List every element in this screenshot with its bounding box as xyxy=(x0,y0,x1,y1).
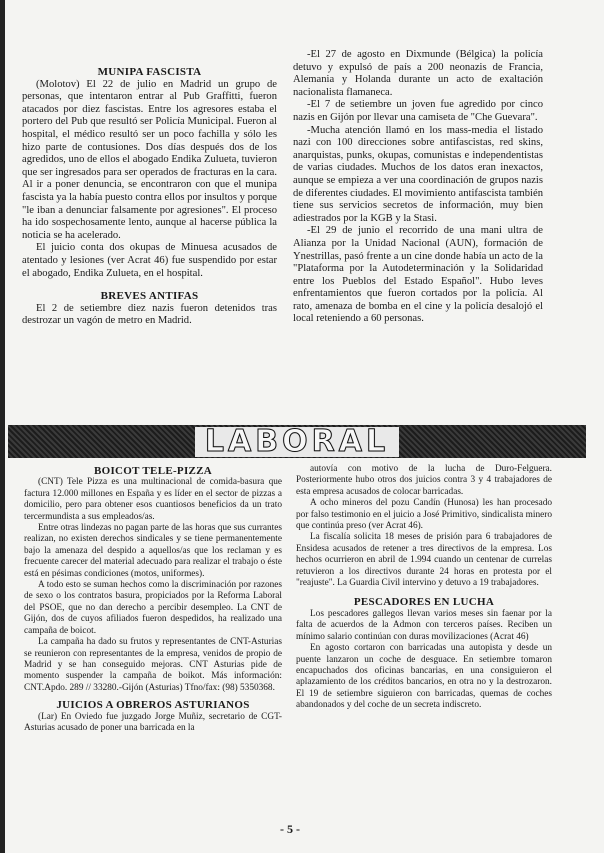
heading-munipa-fascista: MUNIPA FASCISTA xyxy=(97,66,202,78)
scan-edge xyxy=(0,0,5,853)
heading-boicot-telepizza: BOICOT TELE-PIZZA xyxy=(93,465,213,477)
article-listado-nazi: -Mucha atención llamó en los mass-media el listado nazi con 100 direcciones sobre antifascistas, red skins, anarquistas, punks, okupas, comunistas e independentistas de varias ciudades. Muchos de los datos eran inexactos, aunque se empieza a ver una coordinación de grupos nazis de diferentes ciudades. El movimiento antifascista también tiene sus servicios secretos de información, muy bien adiestrados por la KGB y la Stasi. xyxy=(293,124,543,224)
article-duro-felguera: autovía con motivo de la lucha de Duro-Felguera. Posteriormente hubo otros dos juicios contra 3 y 4 trabajadores de esta empresa acusados de colocar barricadas. xyxy=(296,464,552,497)
article-dixmunde: -El 27 de agosto en Dixmunde (Bélgica) la policía detuvo y expulsó de país a 200 neonazis de Francia, Alemania y Holanda durante un acto de exaltación nacionalista flamaneca. xyxy=(293,49,543,98)
article-mineros-candin: A ocho mineros del pozu Candín (Hunosa) les han procesado por falso testimonio en el juicio a José Primitivo, sindicalista minero que continúa preso (ver Acrat 46). xyxy=(296,498,552,532)
heading-juicios-obreros: JUICIOS A OBREROS ASTURIANOS xyxy=(56,699,250,712)
heading-pescadores: PESCADORES EN LUCHA xyxy=(353,596,495,609)
section-banner-laboral xyxy=(8,425,586,458)
column-munipa-fascista xyxy=(22,66,277,328)
article-juicios-oviedo: (Lar) En Oviedo fue juzgado Jorge Muñiz, secretario de CGT-Asturias acusado de poner una barricada en la xyxy=(24,711,282,733)
column-boicot-telepizza xyxy=(24,466,282,734)
article-telepizza-campana: La campaña ha dado su frutos y representantes de CNT-Asturias se reunieron con representantes de la empresa, venidos de propio de Madrid y se han conseguido mejoras. CNT Asturias pide de momento suspender la campaña de boikot. Más información: CNT.Apdo. 289 // 33280.-Gijón (Asturias) Tfno/fax: (98) 5350368. xyxy=(24,637,282,693)
heading-breves-antifas: BREVES ANTIFAS xyxy=(100,290,199,303)
article-telepizza-lindezas: Entre otras lindezas no pagan parte de las horas que sus currantes realizan, no existen derechos sindicales y se tiene permanentemente bajo la amenaza del despido a aquellos/as que los reclaman y es frecuente carecer del material adecuado para realizar el trabajo o éste está en pésimas condiciones (motos, uniformes). xyxy=(24,523,282,579)
article-munipa-juicio: El juicio conta dos okupas de Minuesa acusados de atentado y lesiones (ver Acrat 46) fue suspendido por estar el abogado, Endika Zulueta, en el hospital. xyxy=(22,242,277,279)
article-breves-metro: El 2 de setiembre diez nazis fueron detenidos tras destrozar un vagón de metro en Madrid. xyxy=(22,302,277,327)
page-number: - 5 - xyxy=(280,822,300,836)
article-pescadores-barricadas: En agosto cortaron con barricadas una autopista y desde un puente lanzaron un coche de desguace. En setiembre tomaron encapuchados dos oficinas bancarias, en una consiguieron el aplazamiento de los créditos bancarios, en otra no y la destrozaron. El 19 de setiembre siguieron con barricadas, quemas de coches abandonados y del coche de un secreta indiscreto. xyxy=(296,643,552,711)
article-munipa-body: (Molotov) El 22 de julio en Madrid un grupo de personas, que intentaron entrar al Pub Graffitti, fueron atacados por diez fascistas. Entre los agresores estaba el portero del Pub que resultó ser Policía Municipal. Fueron al hospital, el médico resultó ser un poco fachilla y sólo les hizo parte de contusiones. Dos días después dos de los agredidos, uno de ellos el abogado Endika Zulueta, tuvieron que ser ingresados para ser operados de fracturas en la cara. Al ir a poner denuncia, se encontraron con que el munipa fascista ya la había puesto contra ellos por insultos y porque "le iban a denunciar falsamente por agresiones". El proceso ha ido sospechosamente lento, aunque al hacerse pública la noticia se ha acelerado. xyxy=(22,78,277,241)
article-gijon-agresion: -El 7 de setiembre un joven fue agredido por cinco nazis en Gijón por llevar una camiseta de "Che Guevara". xyxy=(293,99,543,123)
article-aun-ynestrillas: -El 29 de junio el recorrido de una mani ultra de Alianza por la Unidad Nacional (AUN), formación de Ynestrillas, pasó frente a un cine donde había un acto de la "Plataforma por la Autodeterminación y la Solidaridad entre los Pueblos del Estado Español". Hubo leves enfrentamientos que fueron cortados por la policía. Al rato, amenaza de bomba en el cine y la policía desalojó el local reteniendo a 60 personas. xyxy=(293,225,543,325)
column-breves-continued xyxy=(293,49,543,326)
article-telepizza-discriminacion: A todo esto se suman hechos como la discriminación por razones de sexo o los contratos basura, propiciados por la Reforma Laboral del PSOE, que no dan derecho a percibir desempleo. La CNT de Gijón, dos de cuyos afiliados fueron despedidos, ha realizado una campaña de boicot. xyxy=(24,580,282,636)
article-pescadores-intro: Los pescadores gallegos llevan varios meses sin faenar por la falta de acuerdos de la Admon con terceros países. Reciben un mínimo salario continúan con duras movilizaciones (Acrat 46) xyxy=(296,608,552,642)
article-ensidesa: La fiscalía solicita 18 meses de prisión para 6 trabajadores de Ensidesa acusados de retener a tres directivos de la empresa. Los hechos ocurrieron en abril de 1.994 cuando un centenar de currelas retuvieron a los directivos durante 24 horas en protesta por el "reajuste". La Guardia Civil intervino y detuvo a 19 trabajadores. xyxy=(296,532,552,589)
column-juicios-pescadores xyxy=(296,464,552,712)
article-telepizza-intro: (CNT) Tele Pizza es una multinacional de comida-basura que factura 12.000 millones en España y es líder en el sector de pizzas a domicilio, pero para obtener esos cuantiosos beneficios da un trato tercermundista a sus empleados/as. xyxy=(24,477,282,522)
banner-title: LABORAL xyxy=(195,427,399,457)
